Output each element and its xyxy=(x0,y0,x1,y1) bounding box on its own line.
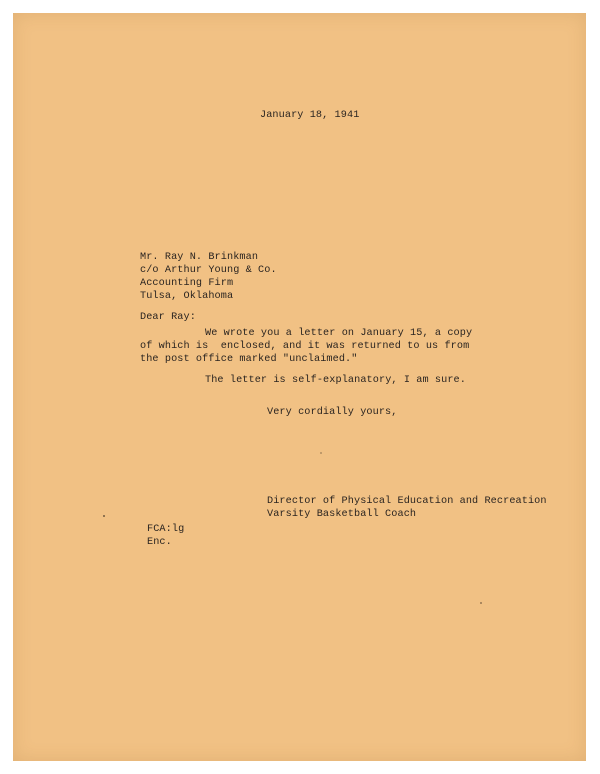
paper-fleck xyxy=(480,602,482,604)
paper-fleck xyxy=(103,515,105,517)
address-line: Mr. Ray N. Brinkman xyxy=(140,252,259,263)
address-line: Tulsa, Oklahoma xyxy=(140,291,234,302)
signature-title-line: Varsity Basketball Coach xyxy=(267,509,417,520)
paragraph-line: We wrote you a letter on January 15, a copy xyxy=(205,328,473,339)
reference-line: FCA:lg xyxy=(147,524,185,535)
address-line: c/o Arthur Young & Co. xyxy=(140,265,277,276)
signature-title-line: Director of Physical Education and Recreation xyxy=(267,496,547,507)
paragraph-line: of which is enclosed, and it was returned to us from xyxy=(140,341,470,352)
letter-page xyxy=(13,13,586,761)
address-line: Accounting Firm xyxy=(140,278,234,289)
salutation: Dear Ray: xyxy=(140,312,196,323)
body-paragraph-2: The letter is self-explanatory, I am sure. xyxy=(205,375,466,386)
paragraph-line: the post office marked "unclaimed." xyxy=(140,354,358,365)
paper-fleck xyxy=(320,452,322,454)
letter-date: January 18, 1941 xyxy=(260,110,360,121)
complimentary-closing: Very cordially yours, xyxy=(267,407,398,418)
reference-line: Enc. xyxy=(147,537,172,548)
